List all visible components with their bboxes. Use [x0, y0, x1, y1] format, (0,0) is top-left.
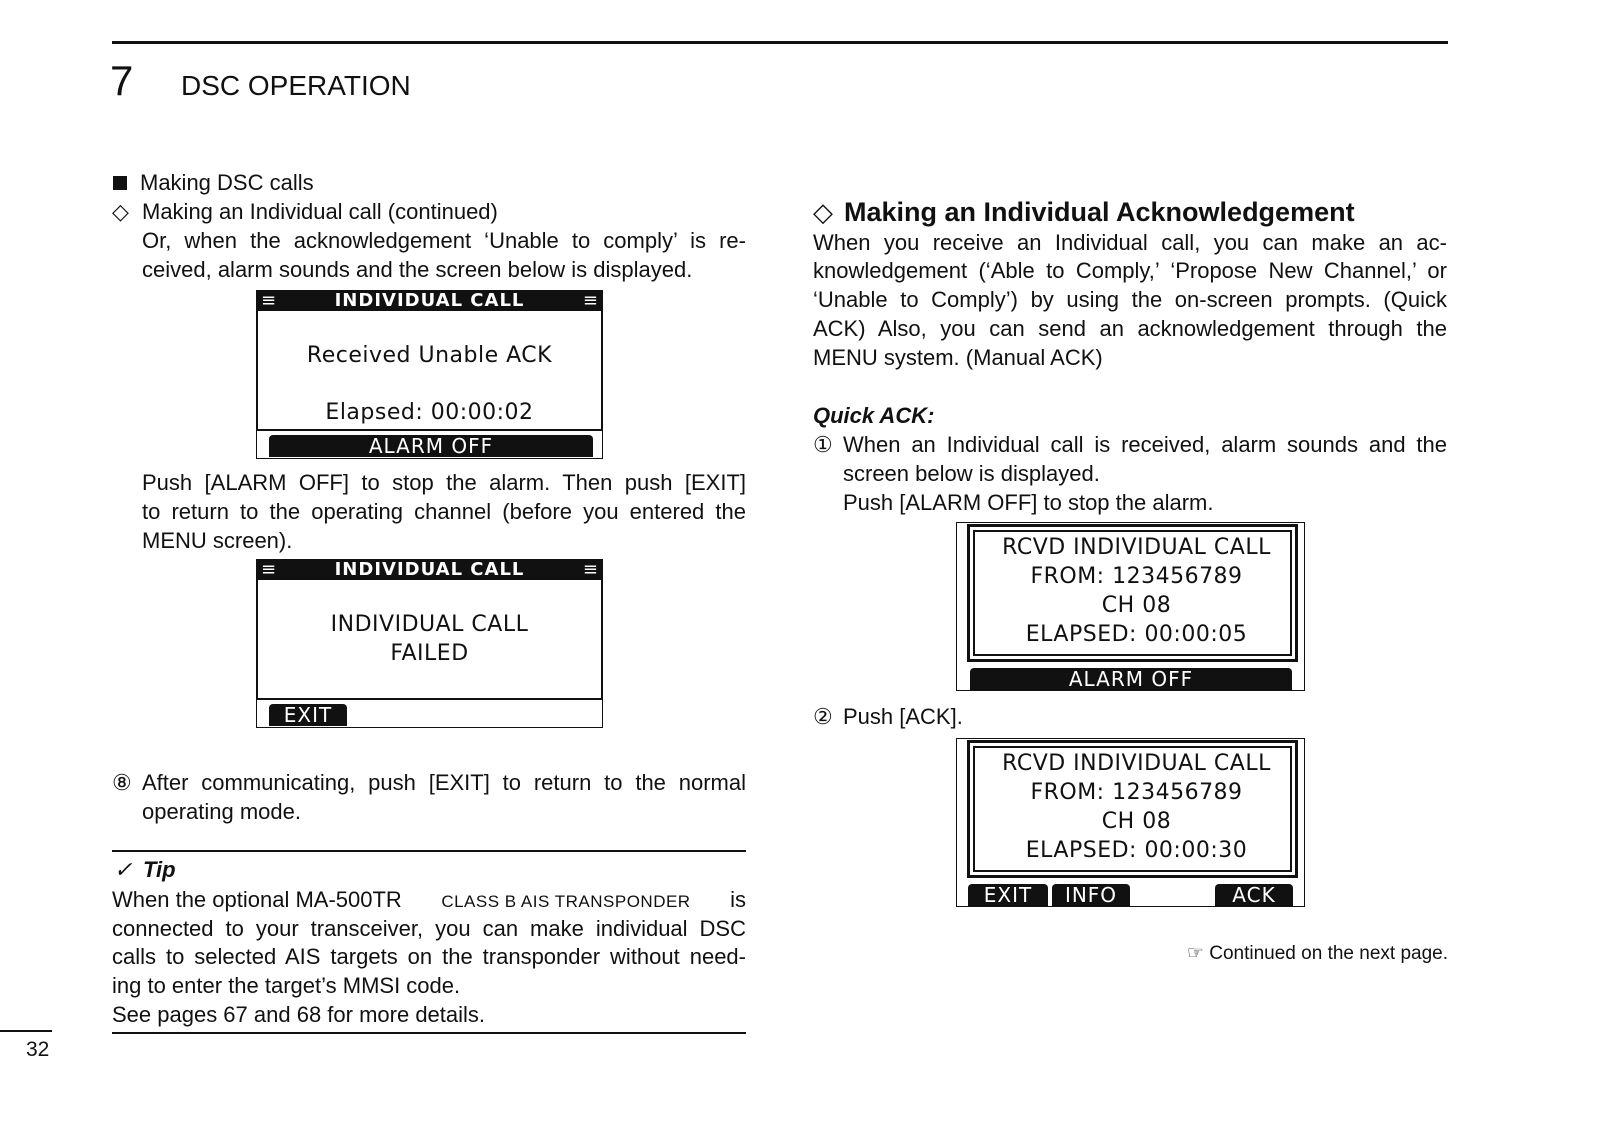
lcd-title-bar: INDIVIDUAL CALL — [257, 291, 602, 311]
step-number: ① — [813, 432, 833, 457]
lcd-text: FROM: 123456789 — [1030, 780, 1243, 805]
text-line: See pages 67 and 68 for more details. — [112, 1002, 486, 1027]
tip-bottom-rule — [112, 1032, 746, 1034]
tip-text: When the optional MA-500TR — [112, 887, 402, 912]
continued-text: Continued on the next page. — [1209, 943, 1448, 964]
section-heading: Making an Individual Acknowledgement — [844, 197, 1355, 227]
lcd-text: ELAPSED: 00:00:05 — [1025, 622, 1248, 647]
page-number-rule — [0, 1030, 52, 1032]
quick-ack-heading: Quick ACK: — [813, 403, 935, 428]
lcd-screen-unable-ack — [256, 290, 603, 459]
lcd-text: FROM: 123456789 — [1030, 564, 1243, 589]
text-line — [112, 887, 746, 915]
chapter-number: 7 — [110, 57, 134, 104]
step-number: ② — [813, 704, 833, 729]
lcd-text: Received Unable ACK — [306, 343, 553, 368]
lcd-text: Elapsed: 00:00:02 — [325, 400, 534, 425]
text-line: knowledgement (‘Able to Comply,’ ‘Propose New Channel,’ or — [813, 258, 1447, 283]
text-line: Push [ALARM OFF] to stop the alarm. Then push [EXIT] — [142, 470, 746, 495]
lcd-text: ELAPSED: 00:00:30 — [1025, 838, 1248, 863]
info-softkey[interactable]: INFO — [1052, 884, 1130, 906]
text-line: When you receive an Individual call, you can make an ac- — [813, 230, 1447, 255]
tip-top-rule — [112, 850, 746, 852]
text-line: ing to enter the target’s MMSI code. — [112, 973, 461, 998]
lcd-text: FAILED — [390, 641, 469, 666]
lcd-text: RCVD INDIVIDUAL CALL — [1002, 751, 1271, 776]
tip-title: Tip — [143, 857, 176, 882]
lcd-text: CH 08 — [1101, 593, 1172, 618]
text-line: Push [ACK]. — [843, 704, 963, 729]
tip-product: CLASS B AIS TRANSPONDER — [441, 892, 691, 911]
alarm-off-softkey[interactable]: ALARM OFF — [970, 668, 1292, 690]
exit-softkey[interactable]: EXIT — [968, 884, 1048, 906]
text-line: When an Individual call is received, alarm sounds and the — [843, 432, 1447, 457]
lcd-body — [256, 580, 603, 700]
diamond-icon: ◇ — [112, 199, 129, 224]
chapter-title: DSC OPERATION — [181, 70, 411, 101]
text-line: ACK) Also, you can send an acknowledgement through the — [813, 316, 1447, 341]
text-line: ceived, alarm sounds and the screen below is displayed. — [142, 257, 693, 282]
text-line: screen below is displayed. — [843, 461, 1100, 486]
check-icon: ✓ — [114, 857, 133, 882]
alarm-off-softkey[interactable]: ALARM OFF — [269, 435, 593, 457]
tip-text: is — [730, 887, 746, 912]
lcd-title-bar: INDIVIDUAL CALL — [257, 560, 602, 580]
lcd-screen-call-failed — [256, 559, 603, 728]
text-line: operating mode. — [142, 799, 301, 824]
text-line: to return to the operating channel (before you entered the — [142, 499, 746, 524]
ack-softkey[interactable]: ACK — [1215, 884, 1293, 906]
text-line: After communicating, push [EXIT] to return to the normal — [142, 770, 746, 795]
lcd-screen-rcvd-call-ack — [956, 738, 1305, 907]
diamond-icon: ◇ — [813, 197, 833, 227]
exit-softkey[interactable]: EXIT — [269, 704, 347, 726]
pointing-hand-icon: ☞ — [1186, 943, 1204, 964]
text-line: calls to selected AIS targets on the transponder without need- — [112, 944, 746, 969]
continued-note — [1187, 943, 1448, 965]
menu-icon: ≡ — [582, 559, 598, 580]
lcd-text: INDIVIDUAL CALL — [330, 612, 529, 637]
lcd-screen-rcvd-call — [956, 522, 1305, 691]
text-line: MENU screen). — [142, 528, 293, 553]
subsection-title: Making an Individual call (continued) — [142, 199, 498, 224]
square-bullet-icon — [113, 176, 127, 190]
menu-icon: ≡ — [582, 290, 598, 311]
step-number: ⑧ — [112, 770, 132, 795]
text-line: connected to your transceiver, you can make individual DSC — [112, 916, 746, 941]
top-rule — [112, 41, 1448, 44]
text-line: MENU system. (Manual ACK) — [813, 345, 1103, 370]
menu-icon: ≡ — [261, 290, 277, 311]
text-line: Or, when the acknowledgement ‘Unable to comply’ is re- — [142, 228, 746, 253]
lcd-text: RCVD INDIVIDUAL CALL — [1002, 535, 1271, 560]
page-number: 32 — [26, 1038, 50, 1061]
section-title: Making DSC calls — [140, 170, 314, 195]
lcd-text: CH 08 — [1101, 809, 1172, 834]
text-line: ‘Unable to Comply’) by using the on-screen prompts. (Quick — [813, 287, 1447, 312]
text-line: Push [ALARM OFF] to stop the alarm. — [843, 490, 1214, 515]
menu-icon: ≡ — [261, 559, 277, 580]
